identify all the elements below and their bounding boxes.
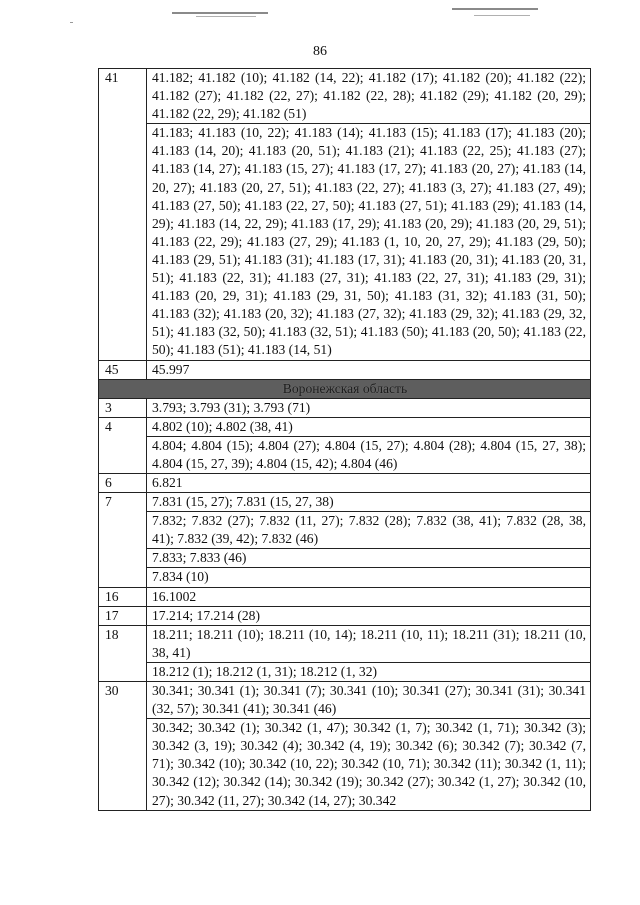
row-number-cell: 30 bbox=[99, 682, 147, 811]
row-number-cell: 3 bbox=[99, 398, 147, 417]
code-list-cell: 30.342; 30.342 (1); 30.342 (1, 47); 30.342 (1, 7); 30.342 (1, 71); 30.342 (3); 30.342 (3, 19); 30.342 (4); 30.342 (4, 19); 30.342 (6); 30.342 (7); 30.342 (7, 71); 30.342 (10); 30.342 (10, 22); 30.342 (10, 71); 30.342 (11); 30.342 (1, 11); 30.342 (12); 30.342 (14); 30.342 (19); 30.342 (27); 30.342 (1, 27); 30.342 (10, 27); 30.342 (11, 27); 30.342 (14, 27); 30.342 bbox=[147, 719, 591, 810]
row-number-cell: 16 bbox=[99, 587, 147, 606]
table-section-lower bbox=[99, 398, 591, 810]
code-list-cell: 4.802 (10); 4.802 (38, 41) bbox=[147, 417, 591, 436]
code-list-cell: 41.182; 41.182 (10); 41.182 (14, 22); 41.182 (17); 41.182 (20); 41.182 (22); 41.182 (27); 41.182 (22, 27); 41.182 (22, 28); 41.182 (29); 41.182 (20, 29); 41.182 (22, 29); 41.182 (51) bbox=[147, 69, 591, 124]
row-number-cell: 45 bbox=[99, 360, 147, 379]
row-number-cell: 7 bbox=[99, 493, 147, 587]
page-number: 86 bbox=[313, 44, 327, 59]
table-row bbox=[99, 398, 591, 417]
row-number-cell: 18 bbox=[99, 625, 147, 681]
region-header-row bbox=[99, 379, 591, 398]
table-row bbox=[99, 69, 591, 124]
code-list-cell: 16.1002 bbox=[147, 587, 591, 606]
code-table bbox=[98, 68, 591, 811]
code-list-cell: 41.183; 41.183 (10, 22); 41.183 (14); 41.183 (15); 41.183 (17); 41.183 (20); 41.183 (14, 20); 41.183 (20, 51); 41.183 (21); 41.183 (22, 25); 41.183 (27); 41.183 (14, 27); 41.183 (15, 27); 41.183 (17, 27); 41.183 (20, 27); 41.183 (14, 20, 27); 41.183 (20, 27, 51); 41.183 (22, 27); 41.183 (3, 27); 41.183 (27, 49); 41.183 (27, 50); 41.183 (22, 27, 50); 41.183 (27, 51); 41.183 (29); 41.183 (14, 29); 41.183 (14, 22, 29); 41.183 (17, 29); 41.183 (20, 29); 41.183 (20, 29, 51); 41.183 (22, 29); 41.183 (27, 29); 41.183 (1, 10, 20, 27, 29); 41.183 (29, 50); 41.183 (29, 51); 41.183 (31); 41.183 (17, 31); 41.183 (20, 31); 41.183 (20, 31, 51); 41.183 (22, 31); 41.183 (27, 31); 41.183 (22, 27, 31); 41.183 (29, 31); 41.183 (20, 29, 31); 41.183 (29, 31, 50); 41.183 (31, 32); 41.183 (31, 50); 41.183 (32); 41.183 (20, 32); 41.183 (27, 32); 41.183 (29, 32); 41.183 (29, 32, 51); 41.183 (32, 50); 41.183 (32, 51); 41.183 (50); 41.183 (20, 50); 41.183 (22, 50); 41.183 (51); 41.183 (14, 51) bbox=[147, 124, 591, 360]
table-row bbox=[99, 417, 591, 436]
table-row bbox=[99, 512, 591, 549]
table-row bbox=[99, 682, 591, 719]
table-row bbox=[99, 587, 591, 606]
code-list-cell: 30.341; 30.341 (1); 30.341 (7); 30.341 (10); 30.341 (27); 30.341 (31); 30.341 (32, 57); 30.341 (41); 30.341 (46) bbox=[147, 682, 591, 719]
code-list-cell: 18.211; 18.211 (10); 18.211 (10, 14); 18.211 (10, 11); 18.211 (31); 18.211 (10, 38, 41) bbox=[147, 625, 591, 662]
code-list-cell: 7.831 (15, 27); 7.831 (15, 27, 38) bbox=[147, 493, 591, 512]
code-list-cell: 17.214; 17.214 (28) bbox=[147, 606, 591, 625]
table-row bbox=[99, 124, 591, 360]
region-title: Воронежская область bbox=[99, 379, 591, 398]
table-row bbox=[99, 625, 591, 662]
code-list-cell: 7.833; 7.833 (46) bbox=[147, 549, 591, 568]
row-number-cell: 6 bbox=[99, 473, 147, 492]
code-list-cell: 4.804; 4.804 (15); 4.804 (27); 4.804 (15, 27); 4.804 (28); 4.804 (15, 27, 38); 4.804 (15, 27, 39); 4.804 (15, 42); 4.804 (46) bbox=[147, 436, 591, 473]
table-row bbox=[99, 606, 591, 625]
code-list-cell: 7.832; 7.832 (27); 7.832 (11, 27); 7.832 (28); 7.832 (38, 41); 7.832 (28, 38, 41); 7.832 (39, 42); 7.832 (46) bbox=[147, 512, 591, 549]
table-row bbox=[99, 568, 591, 587]
table-row bbox=[99, 473, 591, 492]
region-header-section bbox=[99, 379, 591, 398]
scan-artifact-left bbox=[172, 12, 268, 14]
table-row bbox=[99, 360, 591, 379]
table-row bbox=[99, 662, 591, 681]
code-list-cell: 7.834 (10) bbox=[147, 568, 591, 587]
row-number-cell: 41 bbox=[99, 69, 147, 361]
scan-artifact-right-2 bbox=[474, 15, 530, 16]
scan-artifact-right bbox=[452, 8, 538, 10]
table-row bbox=[99, 493, 591, 512]
code-list-cell: 6.821 bbox=[147, 473, 591, 492]
table-row bbox=[99, 719, 591, 810]
code-list-cell: 18.212 (1); 18.212 (1, 31); 18.212 (1, 32) bbox=[147, 662, 591, 681]
scan-artifact-corner bbox=[70, 22, 73, 23]
row-number-cell: 17 bbox=[99, 606, 147, 625]
table-row bbox=[99, 436, 591, 473]
table-section-upper bbox=[99, 69, 591, 380]
code-list-cell: 3.793; 3.793 (31); 3.793 (71) bbox=[147, 398, 591, 417]
scan-artifact-left-2 bbox=[196, 16, 256, 17]
table-row bbox=[99, 549, 591, 568]
code-list-cell: 45.997 bbox=[147, 360, 591, 379]
row-number-cell: 4 bbox=[99, 417, 147, 473]
